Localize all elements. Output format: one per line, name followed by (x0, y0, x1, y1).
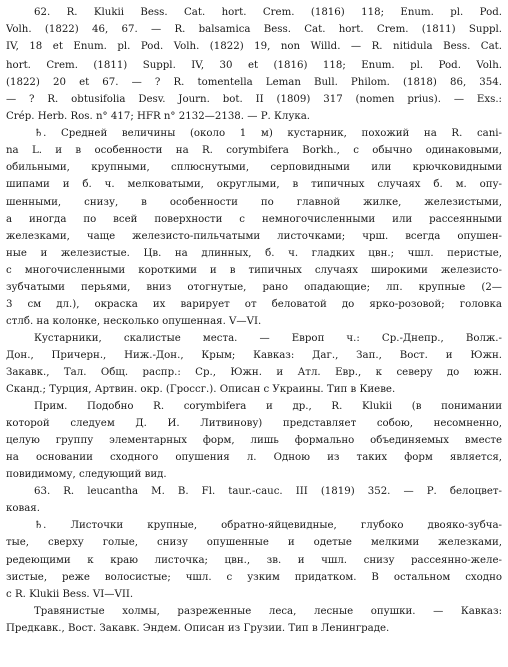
text-line: Кустарники, скалистые места. — Европ ч.: Ср.-Днепр., Волж.- (34, 332, 502, 344)
text-flow (6, 4, 502, 637)
text-line: na L. и в особенности на R. corymbifera Borkh., с обычно одинаковыми, (6, 145, 502, 157)
text-line: Прим. Подобно R. corymbifera и др., R. Klukii (в понимании (34, 401, 502, 413)
text-line: шенными, снизу, в особенности по главной жилке, железистыми, (6, 196, 502, 208)
text-line: стлб. на колонке, несколько опушенная. V—VI. (6, 315, 262, 327)
paragraph (6, 4, 502, 125)
paragraph (6, 603, 502, 637)
text-line: редеющими к краю листочка; цвн., зв. и чшл. снизу рассеянно-желе- (6, 554, 502, 566)
text-line: которой следуем Д. И. Литвинову) представляет собою, несомненно, (6, 418, 502, 430)
text-line: Предкавк., Вост. Закавк. Эндем. Описан из Грузии. Тип в Ленинграде. (6, 622, 390, 634)
text-line: железками, чаще железисто-пильчатыми листочками; чрш. всегда опушен- (6, 230, 502, 242)
text-line: ♄. Средней величины (около 1 м) кустарник, похожий на R. cani- (34, 128, 502, 140)
text-line: 62. R. Klukii Bess. Cat. hort. Crem. (1816) 118; Enum. pl. Pod. (34, 7, 502, 18)
text-line: Сканд.; Турция, Артвин. окр. (Гроссг.). Описан с Украины. Тип в Киеве. (6, 384, 396, 396)
paragraph (6, 125, 502, 330)
text-line: зубчатыми перьями, вниз отогнутые, рано опадающие; лп. крупные (2— (6, 281, 502, 293)
text-line: ные и железистые. Цв. на длинных, б. ч. гладких цвн.; чшл. перистые, (6, 247, 502, 259)
text-line: повидимому, следующий вид. (6, 469, 167, 481)
text-line: с R. Klukii Bess. VI—VII. (6, 588, 134, 600)
paragraph (6, 398, 502, 483)
text-line: ковая. (6, 503, 40, 515)
text-line: Закавк., Тал. Общ. распр.: Ср., Южн. и Атл. Евр., к северу до южн. (6, 366, 502, 378)
text-line: Crép. Herb. Ros. n° 417; HFR n° 2132—2138. — Р. Клука. (6, 111, 311, 123)
text-line: обильными, крупными, сплюснутыми, серповидными или крючковидными (6, 162, 502, 174)
text-line: Дон., Причерн., Ниж.-Дон., Крым; Кавказ: Даг., Зап., Вост. и Южн. (6, 349, 502, 361)
text-line: 3 см дл.), окраска их варирует от беловатой до ярко-розовой; головка (6, 298, 502, 310)
paragraph (6, 517, 502, 602)
text-line: hort. Crem. (1811) Suppl. IV, 30 et (1816) 118; Enum. pl. Pod. Volh. (6, 60, 502, 72)
text-line: (1822) 20 et 67. — ? R. tomentella Leman Bull. Philom. (1818) 86, 354. (6, 77, 502, 89)
text-line: — ? R. obtusifolia Desv. Journ. bot. II (1809) 317 (nomen prius). — Exs.: (6, 94, 502, 106)
text-line: Volh. (1822) 46, 67. — R. balsamica Bess. Cat. hort. Crem. (1811) Suppl. (6, 24, 502, 36)
text-line: а иногда по всей поверхности с немногочисленными или рассеянными (6, 213, 502, 225)
text-line: шипами и б. ч. мелковатыми, округлыми, в типичных случаях б. м. опу- (6, 179, 502, 191)
text-line: зистые, реже волосистые; чшл. с узким придатком. В остальном сходно (6, 571, 502, 583)
text-line: на основании сходного опушения л. Одною из таких форм является, (6, 452, 502, 464)
text-line: Травянистые холмы, разреженные леса, лесные опушки. — Кавказ: (34, 605, 502, 617)
text-line: целую группу элементарных форм, лишь формально объединяемых вместе (6, 435, 502, 447)
paragraph (6, 483, 502, 517)
text-line: с многочисленными короткими и в типичных случаях широкими железисто- (6, 264, 502, 276)
text-line: 63. R. leucantha M. B. Fl. taur.-cauc. III (1819) 352. — Р. белоцвет- (34, 486, 502, 498)
text-line: IV, 18 et Enum. pl. Pod. Volh. (1822) 19, non Willd. — R. nitidula Bess. Cat. (6, 41, 502, 53)
paragraph (6, 330, 502, 398)
text-line: тые, сверху голые, снизу опушенные и одетые мелкими железками, (6, 537, 502, 549)
text-line: ♄. Листочки крупные, обратно-яйцевидные, глубоко двояко-зубча- (34, 520, 502, 532)
